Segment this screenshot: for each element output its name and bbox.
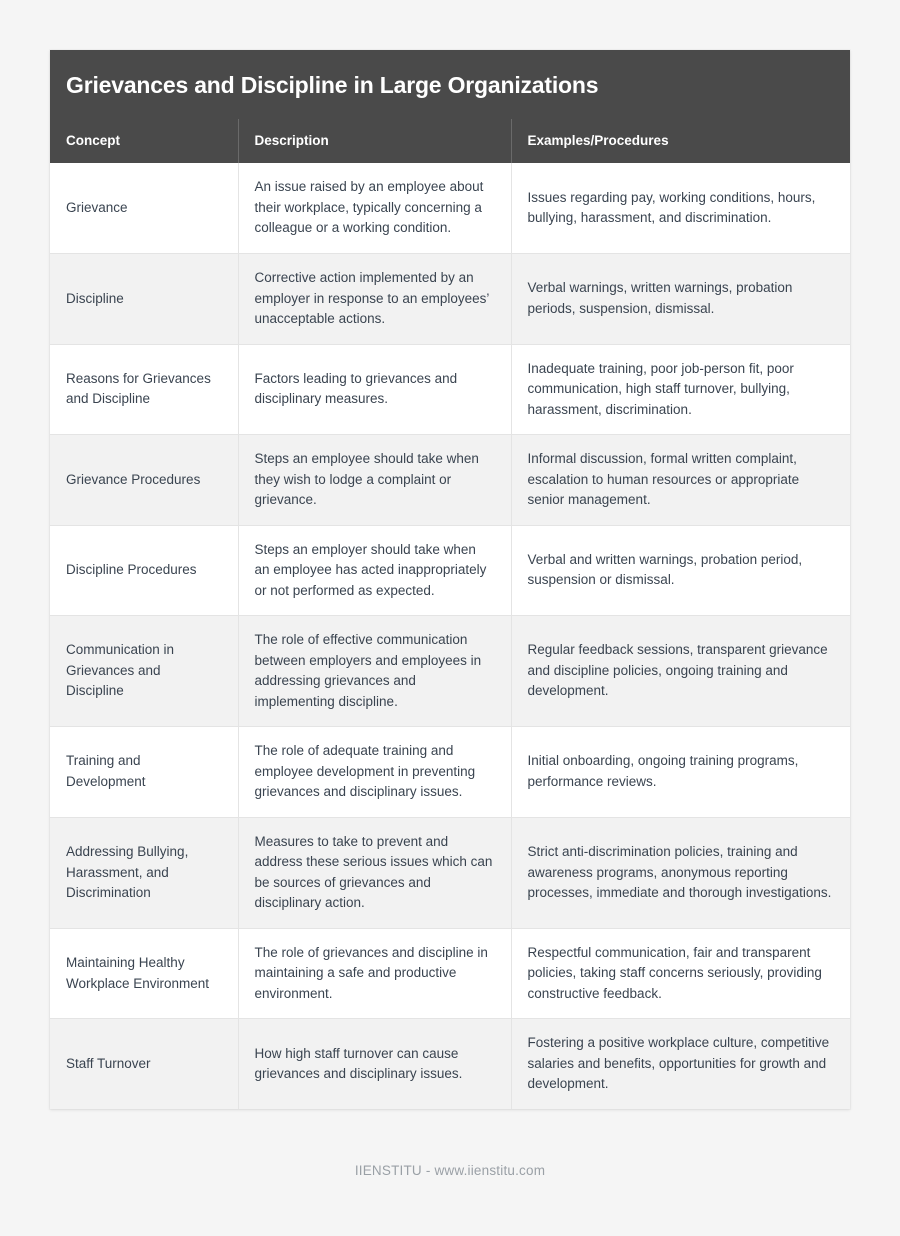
cell-description: The role of grievances and discipline in maintaining a safe and productive environment.	[238, 928, 511, 1019]
cell-examples: Verbal and written warnings, probation period, suspension or dismissal.	[511, 525, 850, 616]
cell-description: The role of adequate training and employee development in preventing grievances and disciplinary issues.	[238, 727, 511, 818]
cell-description: Measures to take to prevent and address these serious issues which can be sources of grievances and disciplinary action.	[238, 817, 511, 928]
table-row	[50, 817, 850, 928]
table-row	[50, 928, 850, 1019]
cell-examples: Regular feedback sessions, transparent grievance and discipline policies, ongoing training and development.	[511, 616, 850, 727]
cell-examples: Verbal warnings, written warnings, probation periods, suspension, dismissal.	[511, 253, 850, 344]
info-table-card	[50, 50, 850, 1109]
cell-examples: Fostering a positive workplace culture, competitive salaries and benefits, opportunities for growth and development.	[511, 1019, 850, 1109]
cell-examples: Initial onboarding, ongoing training programs, performance reviews.	[511, 727, 850, 818]
cell-description: An issue raised by an employee about their workplace, typically concerning a colleague or a working condition.	[238, 163, 511, 253]
cell-description: Factors leading to grievances and disciplinary measures.	[238, 344, 511, 435]
table-row	[50, 616, 850, 727]
cell-examples: Respectful communication, fair and transparent policies, taking staff concerns seriously, providing constructive feedback.	[511, 928, 850, 1019]
cell-concept: Grievance Procedures	[50, 435, 238, 526]
cell-concept: Discipline	[50, 253, 238, 344]
table-header-row	[50, 119, 850, 163]
cell-description: How high staff turnover can cause grievances and disciplinary issues.	[238, 1019, 511, 1109]
cell-concept: Training and Development	[50, 727, 238, 818]
table-row	[50, 163, 850, 253]
cell-concept: Grievance	[50, 163, 238, 253]
table-row	[50, 253, 850, 344]
table-body	[50, 163, 850, 1109]
page-title: Grievances and Discipline in Large Organizations	[50, 50, 850, 119]
column-header-examples: Examples/Procedures	[511, 119, 850, 163]
cell-concept: Addressing Bullying, Harassment, and Discrimination	[50, 817, 238, 928]
cell-concept: Staff Turnover	[50, 1019, 238, 1109]
table-header	[50, 119, 850, 163]
cell-examples: Inadequate training, poor job-person fit, poor communication, high staff turnover, bullying, harassment, discrimination.	[511, 344, 850, 435]
table-row	[50, 435, 850, 526]
cell-examples: Issues regarding pay, working conditions, hours, bullying, harassment, and discrimination.	[511, 163, 850, 253]
cell-description: Corrective action implemented by an employer in response to an employees’ unacceptable actions.	[238, 253, 511, 344]
concepts-table	[50, 119, 850, 1109]
cell-examples: Informal discussion, formal written complaint, escalation to human resources or appropriate senior management.	[511, 435, 850, 526]
cell-description: Steps an employer should take when an employee has acted inappropriately or not performed as expected.	[238, 525, 511, 616]
cell-description: Steps an employee should take when they wish to lodge a complaint or grievance.	[238, 435, 511, 526]
cell-concept: Reasons for Grievances and Discipline	[50, 344, 238, 435]
table-row	[50, 525, 850, 616]
column-header-concept: Concept	[50, 119, 238, 163]
cell-concept: Maintaining Healthy Workplace Environment	[50, 928, 238, 1019]
table-row	[50, 344, 850, 435]
footer-attribution: IIENSTITU - www.iienstitu.com	[354, 1163, 546, 1178]
column-header-description: Description	[238, 119, 511, 163]
table-row	[50, 1019, 850, 1109]
table-row	[50, 727, 850, 818]
cell-concept: Communication in Grievances and Discipline	[50, 616, 238, 727]
cell-description: The role of effective communication between employers and employees in addressing grievances and implementing discipline.	[238, 616, 511, 727]
cell-examples: Strict anti-discrimination policies, training and awareness programs, anonymous reporting processes, immediate and thorough investigations.	[511, 817, 850, 928]
cell-concept: Discipline Procedures	[50, 525, 238, 616]
